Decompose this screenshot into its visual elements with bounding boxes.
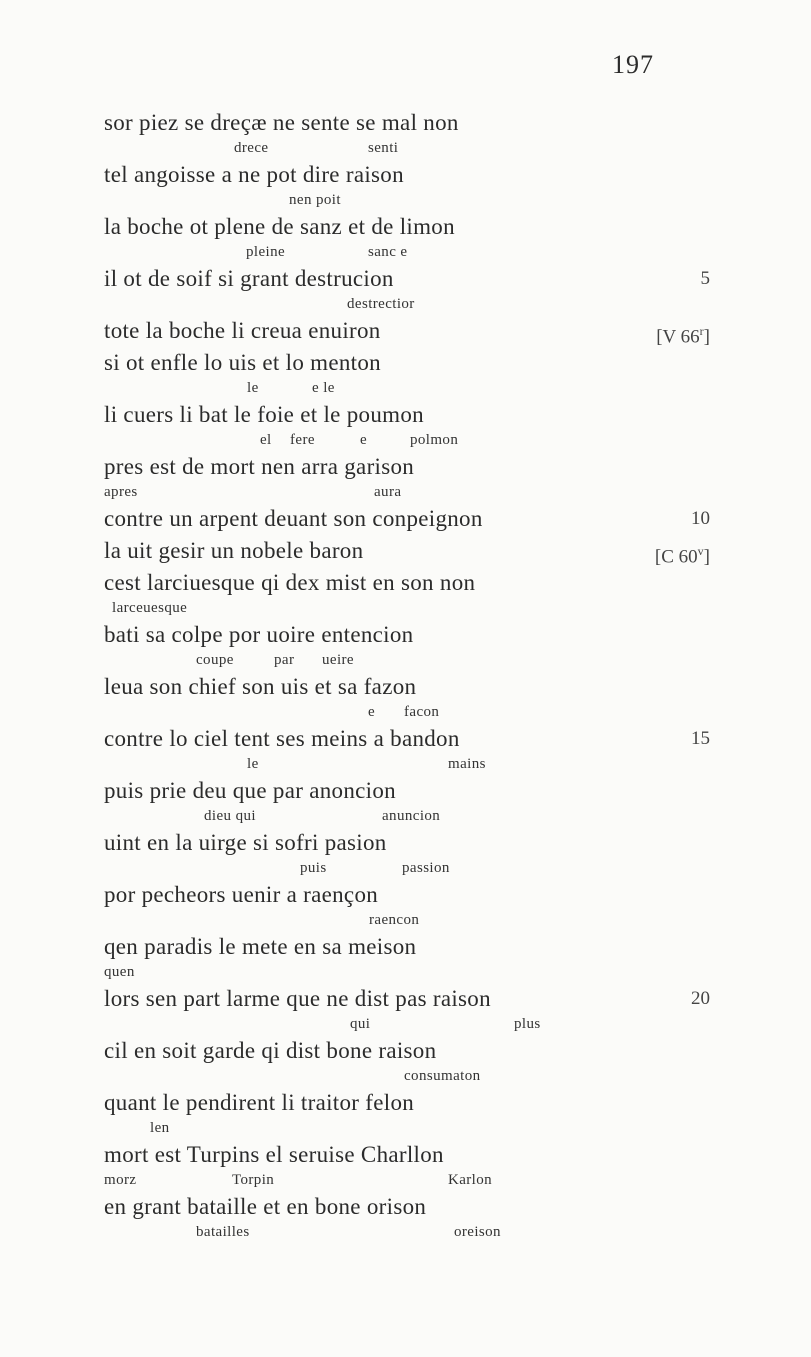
variant-word: dieu qui: [204, 808, 256, 824]
variant-word: par: [274, 652, 295, 668]
verse-line: [104, 400, 694, 452]
variant-readings: [104, 598, 694, 620]
variant-readings: [104, 650, 694, 672]
variant-word: fere: [290, 432, 315, 448]
variant-word: e le: [312, 380, 335, 396]
verse-text: mort est Turpins el seruise Charllon: [104, 1142, 444, 1167]
verse-line: [104, 316, 710, 348]
verse-text: puis prie deu que par anoncion: [104, 778, 396, 803]
variant-word: e: [368, 704, 376, 720]
verse-line: [104, 880, 694, 932]
variant-word: quen: [104, 964, 135, 980]
verse-text: la boche ot plene de sanz et de limon: [104, 214, 455, 239]
verse-line: [104, 452, 694, 504]
verse-line: [104, 108, 694, 160]
verse-text: sor piez se dreçæ ne sente se mal non: [104, 110, 459, 135]
variant-readings: [104, 1170, 694, 1192]
variant-word: passion: [402, 860, 450, 876]
variant-word: destrectior: [347, 296, 415, 312]
verse-text: la uit gesir un nobele baron: [104, 538, 364, 563]
variant-readings: [104, 1118, 694, 1140]
variant-word: sanc e: [368, 244, 408, 260]
variant-readings: [104, 754, 694, 776]
verse-text: en grant bataille et en bone orison: [104, 1194, 427, 1219]
variant-readings: [104, 962, 694, 984]
variant-word: le: [247, 756, 259, 772]
variant-word: el: [260, 432, 272, 448]
verse-line: [104, 776, 694, 828]
variant-readings: [104, 1222, 694, 1244]
margin-reference: 20: [691, 988, 710, 1009]
variant-readings: [104, 378, 694, 400]
verse-line: [104, 1036, 694, 1088]
variant-word: mains: [448, 756, 486, 772]
verse-text: cest larciuesque qi dex mist en son non: [104, 570, 476, 595]
variant-word: apres: [104, 484, 138, 500]
margin-reference: 5: [700, 268, 710, 289]
verse-line: [104, 1192, 694, 1244]
verse-line: [104, 1140, 694, 1192]
verse-line: [104, 348, 694, 400]
verse-line: [104, 620, 694, 672]
variant-readings: [104, 806, 694, 828]
margin-reference: [C 60$^v$]: [654, 544, 710, 568]
variant-word: nen poit: [289, 192, 341, 208]
verse-text: por pecheors uenir a raençon: [104, 882, 379, 907]
variant-word: ueire: [322, 652, 354, 668]
verse-line: [104, 264, 710, 316]
verse-text: contre lo ciel tent ses meins a bandon: [104, 726, 460, 751]
variant-word: puis: [300, 860, 327, 876]
verse-text: tel angoisse a ne pot dire raison: [104, 162, 404, 187]
verse-text: lors sen part larme que ne dist pas raison: [104, 986, 491, 1011]
verse-line: [104, 932, 694, 984]
variant-readings: [104, 482, 694, 504]
variant-word: batailles: [196, 1224, 250, 1240]
variant-word: plus: [514, 1016, 541, 1032]
verse-text: quant le pendirent li traitor felon: [104, 1090, 415, 1115]
page-number: 197: [612, 50, 654, 79]
variant-readings: [104, 430, 694, 452]
verse-line: [104, 1088, 694, 1140]
verse-text: il ot de soif si grant destrucion: [104, 266, 394, 291]
variant-word: Torpin: [232, 1172, 275, 1188]
variant-word: oreison: [454, 1224, 501, 1240]
verse-text: bati sa colpe por uoire entencion: [104, 622, 414, 647]
verse-line: [104, 160, 694, 212]
verse-line: [104, 504, 710, 536]
verse-text: cil en soit garde qi dist bone raison: [104, 1038, 437, 1063]
verse-line: [104, 212, 694, 264]
verse-text: li cuers li bat le foie et le poumon: [104, 402, 424, 427]
verse-text: tote la boche li creua enuiron: [104, 318, 381, 343]
variant-word: e: [360, 432, 368, 448]
verse-line: [104, 724, 710, 776]
variant-readings: [104, 1066, 694, 1088]
variant-word: polmon: [410, 432, 459, 448]
variant-word: raencon: [369, 912, 420, 928]
variant-readings: [104, 1014, 694, 1036]
variant-word: consumaton: [404, 1068, 481, 1084]
variant-word: drece: [234, 140, 269, 156]
variant-word: len: [150, 1120, 170, 1136]
variant-word: Karlon: [448, 1172, 493, 1188]
verse-line: [104, 828, 694, 880]
variant-readings: [104, 858, 694, 880]
variant-word: facon: [404, 704, 440, 720]
variant-word: qui: [350, 1016, 371, 1032]
variant-word: aura: [374, 484, 402, 500]
verse-line: [104, 536, 710, 568]
variant-word: pleine: [246, 244, 286, 260]
variant-word: anuncion: [382, 808, 441, 824]
variant-readings: [104, 294, 694, 316]
verse-text: si ot enfle lo uis et lo menton: [104, 350, 381, 375]
verse-line: [104, 568, 694, 620]
verse-lines: [104, 108, 710, 1244]
margin-reference: 10: [691, 508, 710, 529]
variant-word: larceuesque: [112, 600, 188, 616]
variant-word: coupe: [196, 652, 234, 668]
verse-line: [104, 984, 710, 1036]
variant-word: senti: [368, 140, 399, 156]
variant-readings: [104, 190, 694, 212]
verse-text: contre un arpent deuant son conpeignon: [104, 506, 483, 531]
verse-text: qen paradis le mete en sa meison: [104, 934, 417, 959]
margin-reference: [V 66$^r$]: [656, 324, 710, 348]
variant-readings: [104, 702, 694, 724]
verse-text: leua son chief son uis et sa fazon: [104, 674, 417, 699]
variant-word: morz: [104, 1172, 137, 1188]
variant-readings: [104, 242, 694, 264]
verse-line: [104, 672, 694, 724]
variant-readings: [104, 138, 694, 160]
variant-readings: [104, 910, 694, 932]
verse-text: pres est de mort nen arra garison: [104, 454, 415, 479]
variant-word: le: [247, 380, 259, 396]
margin-reference: 15: [691, 728, 710, 749]
verse-text: uint en la uirge si sofri pasion: [104, 830, 387, 855]
